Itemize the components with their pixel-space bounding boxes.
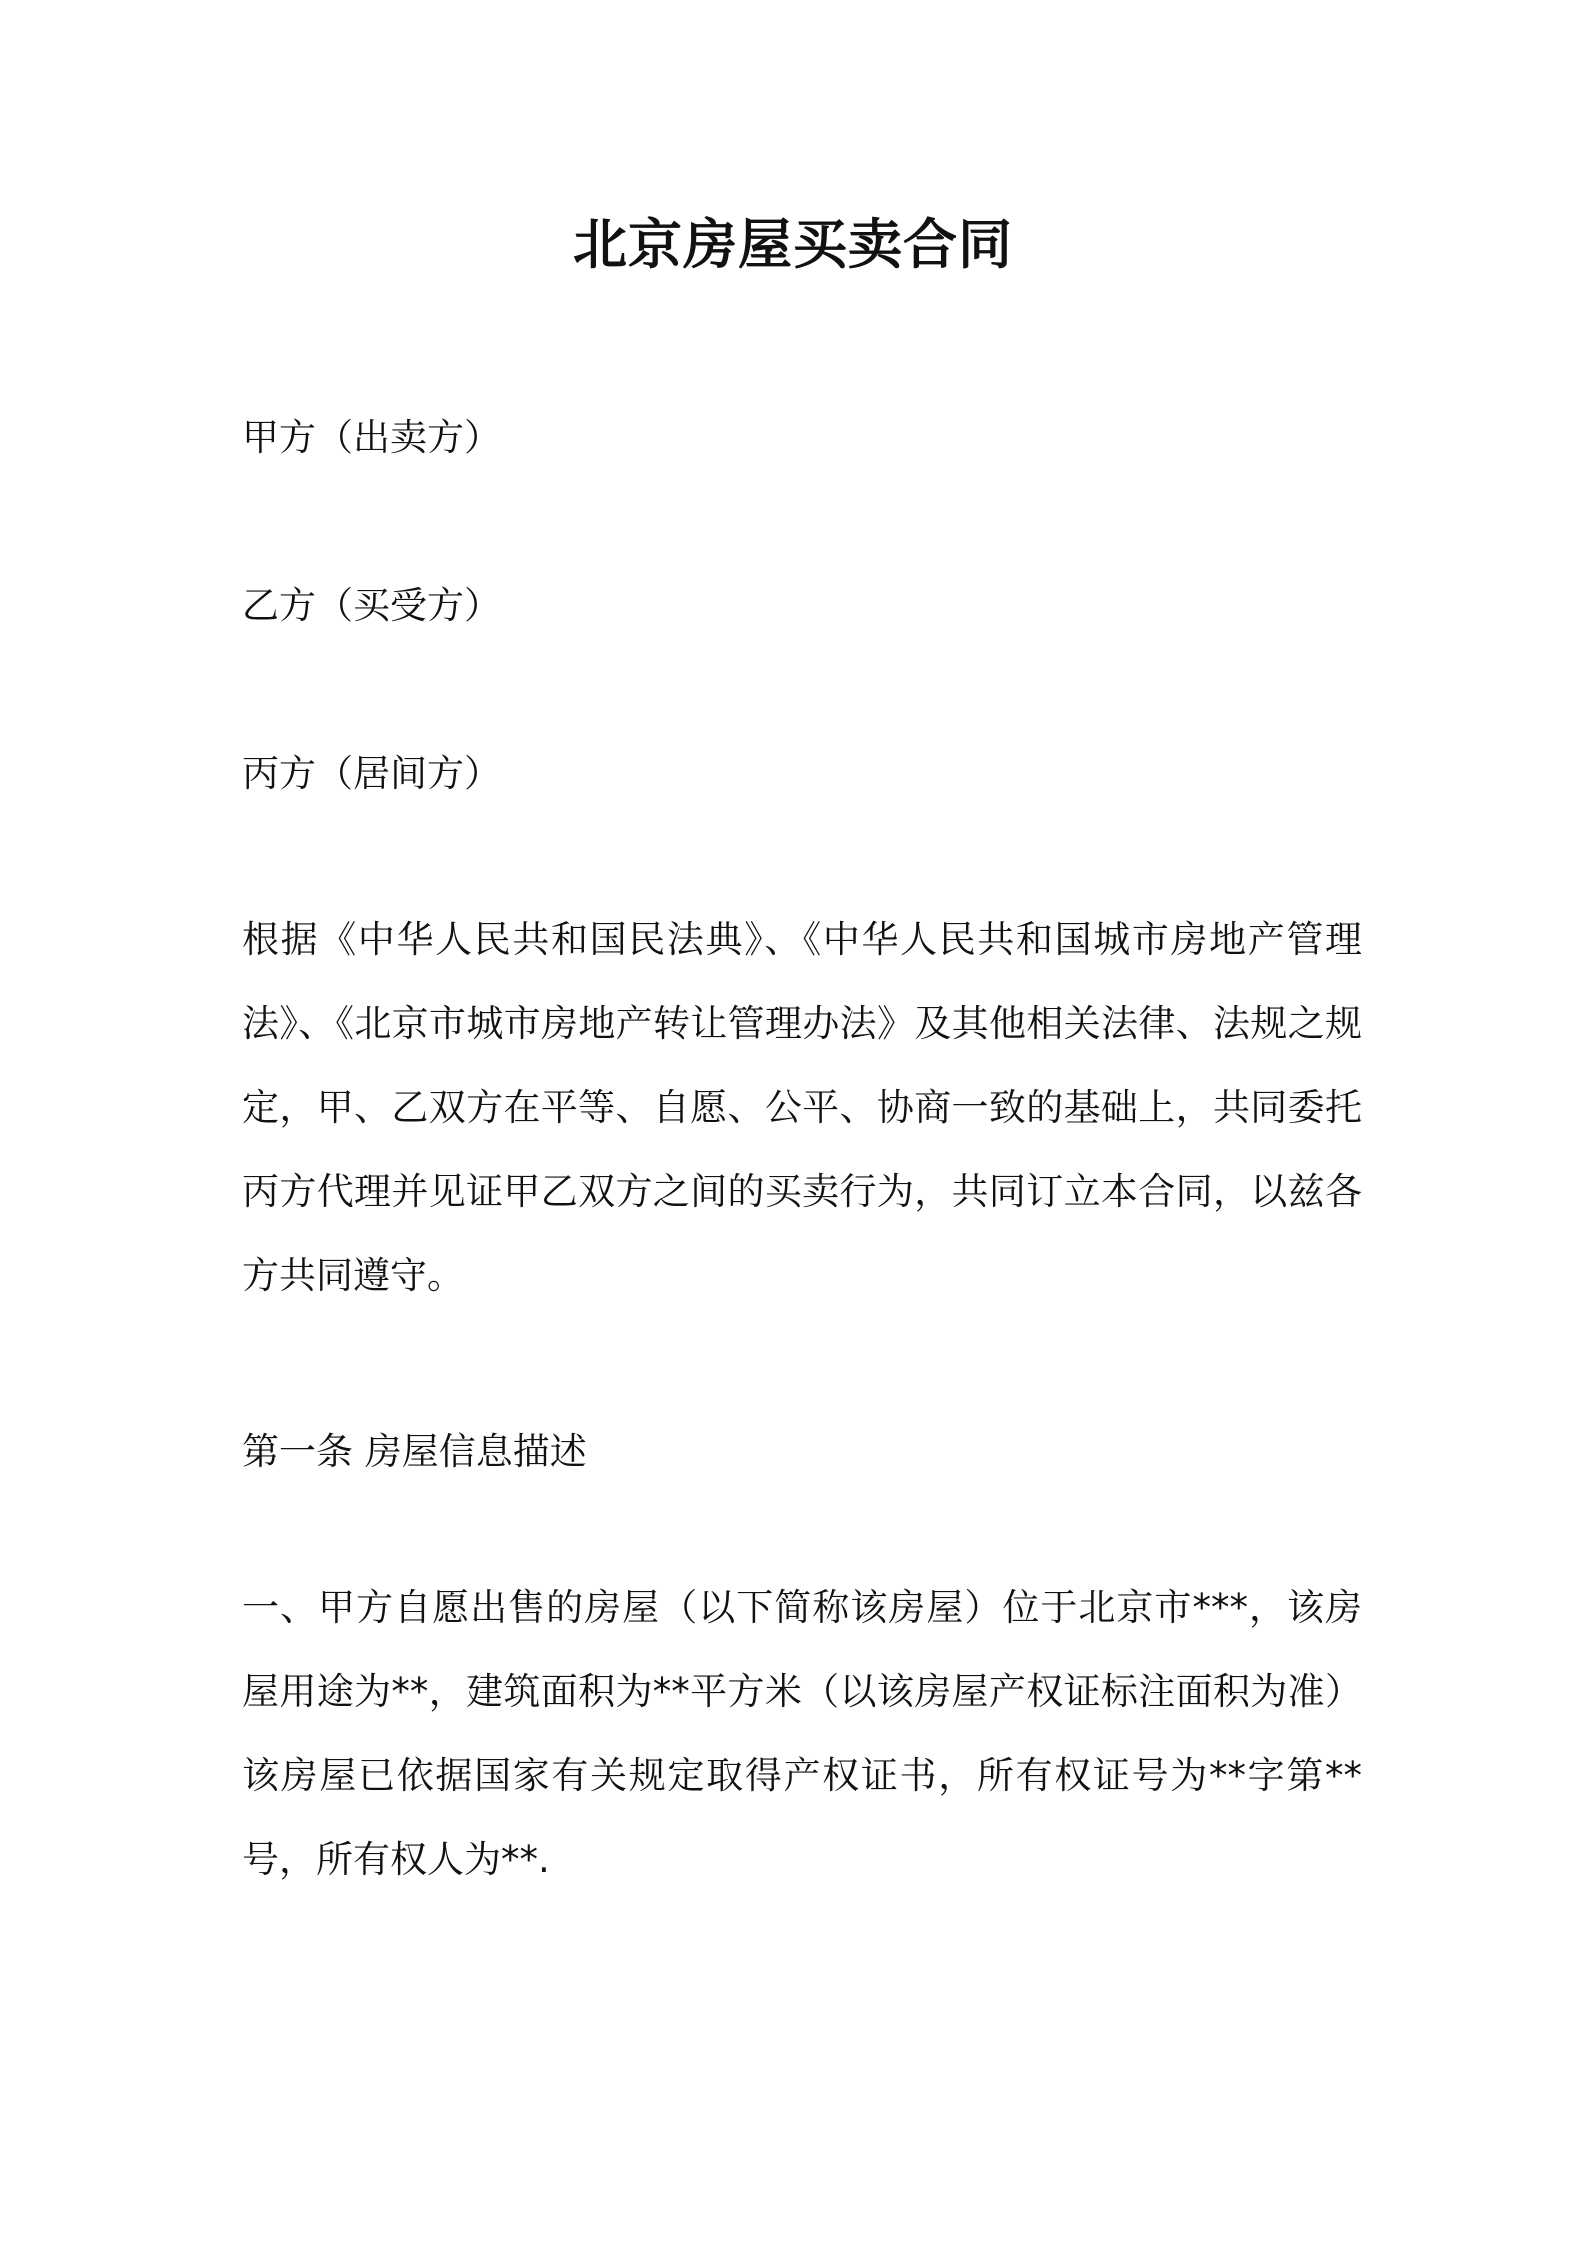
party-a-label: 甲方（出卖方）: [242, 416, 501, 459]
article-1-heading: 第一条 房屋信息描述: [242, 1430, 587, 1473]
party-b-label: 乙方（买受方）: [242, 584, 501, 627]
page-title: 北京房屋买卖合同: [573, 213, 1013, 276]
party-c-label: 丙方（居间方）: [242, 752, 501, 795]
preamble-paragraph: 根据《中华人民共和国民法典》、《中华人民共和国城市房地产管理法》、《北京市城市房地产转让管理办法》及其他相关法律、法规之规定，甲、乙双方在平等、自愿、公平、协商一致的基础上，共同委托丙方代理并见证甲乙双方之间的买卖行为，共同订立本合同，以兹各方共同遵守。: [242, 918, 1362, 1297]
article-1-clause-1: 一、甲方自愿出售的房屋（以下简称该房屋）位于北京市***，该房屋用途为**，建筑面积为**平方米（以该房屋产权证标注面积为准）该房屋已依据国家有关规定取得产权证书，所有权证号为**字第**号，所有权人为**.: [242, 1586, 1362, 1881]
